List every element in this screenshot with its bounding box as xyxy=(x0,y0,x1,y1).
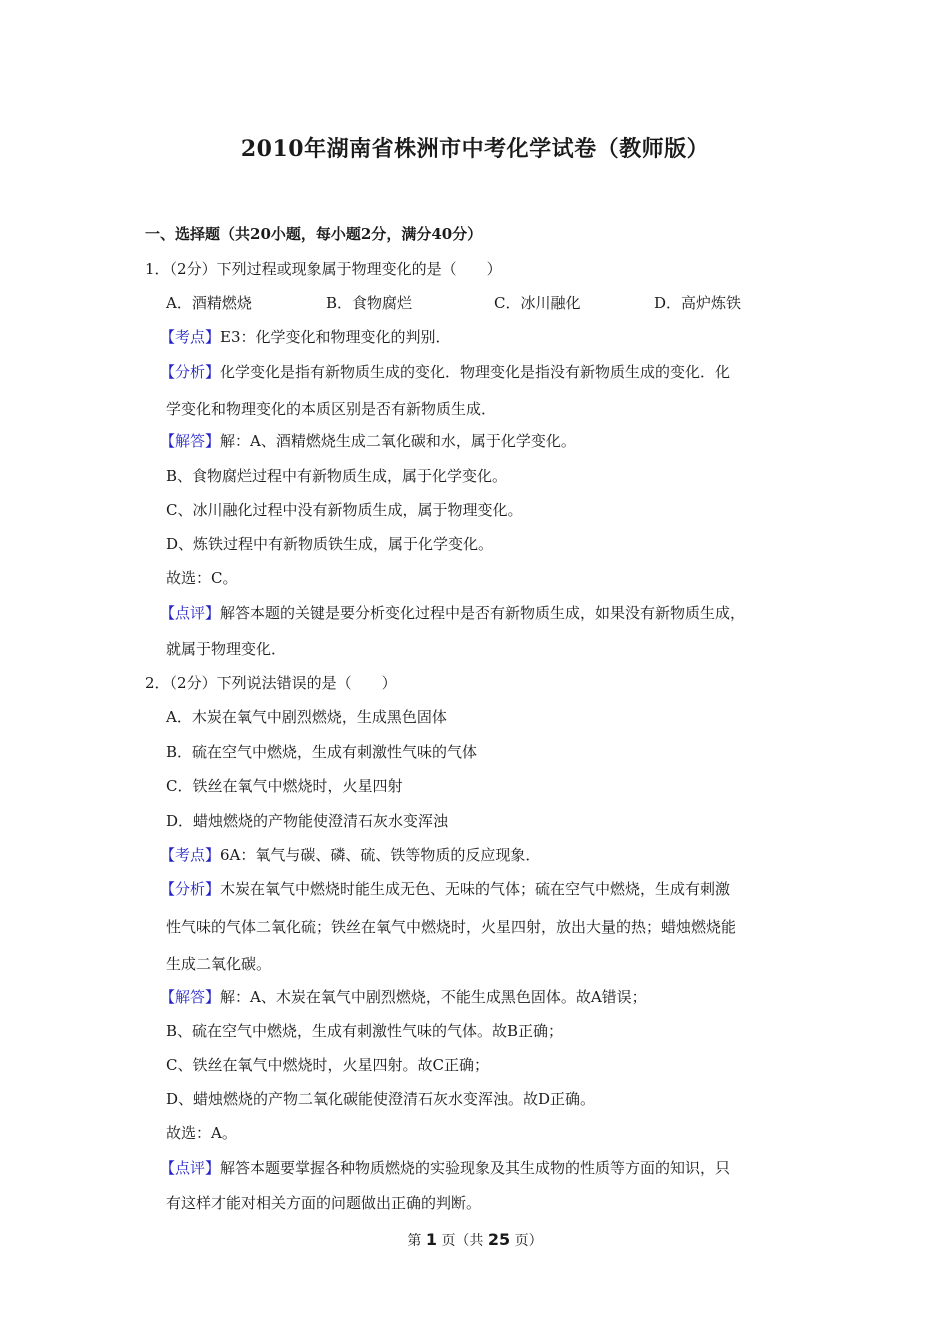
page-footer: 第 1 页（共 25 页） xyxy=(407,1230,543,1249)
q1-dianping: 【点评】解答本题的关键是要分析变化过程中是否有新物质生成，如果没有新物质生成， xyxy=(160,604,746,622)
kaodian-label: 【考点】 xyxy=(160,846,221,864)
jieda-label: 【解答】 xyxy=(160,432,221,450)
q1-answer: 故选：C。 xyxy=(166,569,238,587)
jieda-label: 【解答】 xyxy=(160,988,221,1006)
q2-stem: 2．（2分）下列说法错误的是（ ） xyxy=(145,674,397,692)
q1-option-c: C．冰川融化 xyxy=(494,294,581,312)
q1-options xyxy=(166,292,741,313)
q2-option-a: A．木炭在氧气中剧烈燃烧，生成黑色固体 xyxy=(166,708,447,726)
kaodian-label: 【考点】 xyxy=(160,328,221,346)
dianping-label: 【点评】 xyxy=(160,604,221,622)
q1-fenxi: 【分析】化学变化是指有新物质生成的变化．物理变化是指没有新物质生成的变化．化 xyxy=(160,363,731,381)
q2-kaodian: 【考点】6A：氧气与碳、磷、硫、铁等物质的反应现象． xyxy=(160,846,541,864)
q2-option-c: C．铁丝在氧气中燃烧时，火星四射 xyxy=(166,777,403,795)
q2-answer: 故选：A。 xyxy=(166,1124,237,1142)
q2-dianping-cont: 有这样才能对相关方面的问题做出正确的判断。 xyxy=(166,1194,482,1212)
q1-option-a: A．酒精燃烧 xyxy=(166,294,252,312)
total-page-count: 25 xyxy=(487,1230,511,1249)
fenxi-label: 【分析】 xyxy=(160,363,221,381)
q2-fenxi-cont2: 生成二氧化碳。 xyxy=(166,955,272,973)
q1-jieda-b: B、食物腐烂过程中有新物质生成，属于化学变化。 xyxy=(166,467,508,485)
q1-stem: 1．（2分）下列过程或现象属于物理变化的是（ ） xyxy=(145,260,502,278)
q1-kaodian: 【考点】E3：化学变化和物理变化的判别． xyxy=(160,328,451,346)
q2-jieda-c: C、铁丝在氧气中燃烧时，火星四射。故C正确； xyxy=(166,1056,489,1074)
q1-option-d: D．高炉炼铁 xyxy=(654,294,742,312)
q1-fenxi-cont: 学变化和物理变化的本质区别是否有新物质生成． xyxy=(166,400,497,418)
section-heading: 一、选择题（共20小题，每小题2分，满分40分） xyxy=(145,225,483,243)
dianping-label: 【点评】 xyxy=(160,1159,221,1177)
current-page-number: 1 xyxy=(425,1230,437,1249)
q2-jieda-b: B、硫在空气中燃烧，生成有刺激性气味的气体。故B正确； xyxy=(166,1022,564,1040)
q2-jieda-d: D、蜡烛燃烧的产物二氧化碳能使澄清石灰水变浑浊。故D正确。 xyxy=(166,1090,596,1108)
q2-option-d: D．蜡烛燃烧的产物能使澄清石灰水变浑浊 xyxy=(166,812,449,830)
q2-option-b: B．硫在空气中燃烧，生成有刺激性气味的气体 xyxy=(166,743,478,761)
q2-dianping: 【点评】解答本题要掌握各种物质燃烧的实验现象及其生成物的性质等方面的知识，只 xyxy=(160,1159,731,1177)
q2-jieda: 【解答】解：A、木炭在氧气中剧烈燃烧，不能生成黑色固体。故A错误； xyxy=(160,988,647,1006)
q1-jieda: 【解答】解：A、酒精燃烧生成二氧化碳和水，属于化学变化。 xyxy=(160,432,576,450)
q1-jieda-c: C、冰川融化过程中没有新物质生成，属于物理变化。 xyxy=(166,501,523,519)
q2-fenxi: 【分析】木炭在氧气中燃烧时能生成无色、无味的气体；硫在空气中燃烧，生成有刺激 xyxy=(160,880,731,898)
q1-jieda-d: D、炼铁过程中有新物质铁生成，属于化学变化。 xyxy=(166,535,494,553)
q2-fenxi-cont1: 性气味的气体二氧化硫；铁丝在氧气中燃烧时，火星四射，放出大量的热；蜡烛燃烧能 xyxy=(166,918,737,936)
q1-dianping-cont: 就属于物理变化． xyxy=(166,640,287,658)
q1-option-b: B．食物腐烂 xyxy=(326,294,413,312)
fenxi-label: 【分析】 xyxy=(160,880,221,898)
page-title: 2010年湖南省株洲市中考化学试卷（教师版） xyxy=(240,136,710,162)
